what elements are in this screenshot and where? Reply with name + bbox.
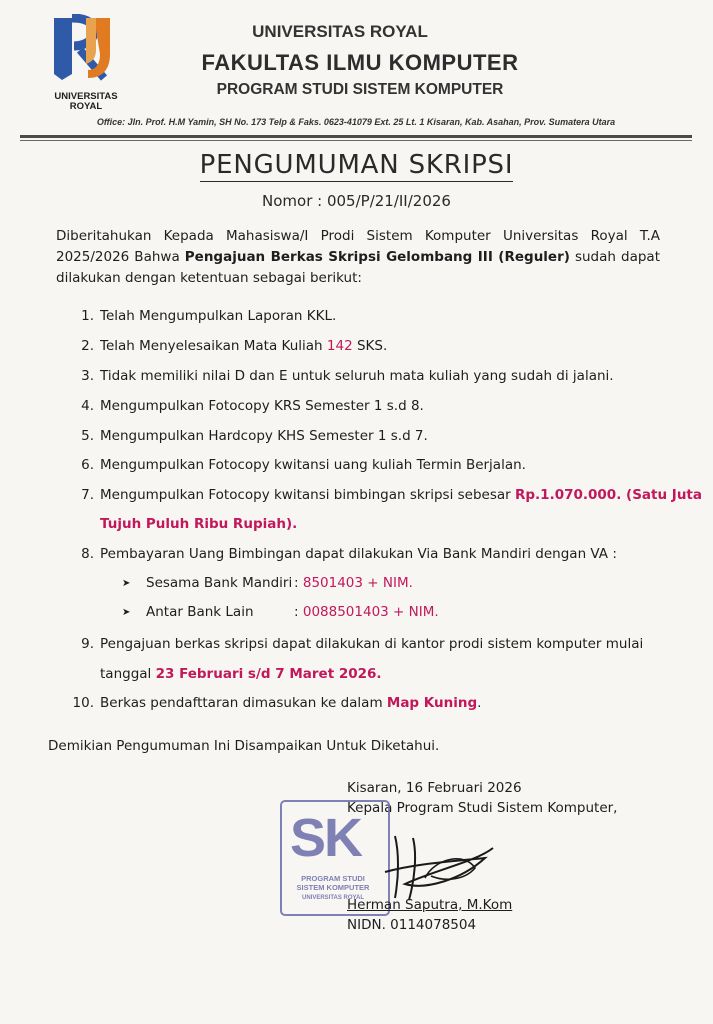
list-item: 6. Mengumpulkan Fotocopy kwitansi uang kuliah Termin Berjalan. [81, 457, 526, 473]
arrow-icon: ➤ [122, 578, 131, 589]
arrow-icon: ➤ [122, 607, 131, 618]
header-divider-thin [20, 140, 692, 141]
university-logo [48, 14, 120, 84]
list-item: 2. Telah Menyelesaikan Mata Kuliah 142 SKS. [81, 338, 388, 354]
closing-statement: Demikian Pengumuman Ini Disampaikan Untuk Diketahui. [48, 738, 440, 754]
header-divider [20, 135, 692, 138]
list-item: 1. Telah Mengumpulkan Laporan KKL. [81, 308, 337, 324]
office-address: Office: Jln. Prof. H.M Yamin, SH No. 173 Telp & Faks. 0623-41079 Ext. 25 Lt. 1 Kisaran, Kab. Asahan, Prov. Sumatera Utara [96, 117, 616, 127]
intro-paragraph: Diberitahukan Kepada Mahasiswa/I Prodi Sistem Komputer Universitas Royal T.A 2025/2026 Bahwa Pengajuan Berkas Skripsi Gelombang III (Reguler) sudah dapat dilakukan dengan ketentuan sebagai berikut: [56, 228, 660, 286]
program-name: PROGRAM STUDI SISTEM KOMPUTER [216, 81, 504, 98]
list-item-continuation: Tujuh Puluh Ribu Rupiah). [100, 516, 298, 532]
list-item: 10. Berkas pendafttaran dimasukan ke dalam Map Kuning. [72, 695, 482, 711]
va-row: ➤ Antar Bank Lain : 0088501403 + NIM. [122, 600, 439, 625]
place-date: Kisaran, 16 Februari 2026 Kepala Program Studi Sistem Komputer, [347, 780, 618, 816]
university-name: UNIVERSITAS ROYAL [252, 22, 428, 41]
signer-name: Herman Saputra, M.Kom [347, 897, 513, 913]
document-number: Nomor : 005/P/21/II/2026 [262, 192, 451, 210]
list-item: 3. Tidak memiliki nilai D dan E untuk seluruh mata kuliah yang sudah di jalani. [81, 368, 614, 384]
list-item: 8. Pembayaran Uang Bimbingan dapat dilakukan Via Bank Mandiri dengan VA : [81, 546, 617, 562]
list-item: 9. Pengajuan berkas skripsi dapat dilakukan di kantor prodi sistem komputer mulai [81, 636, 644, 652]
list-item-continuation: tanggal 23 Februari s/d 7 Maret 2026. [100, 666, 382, 682]
faculty-name: FAKULTAS ILMU KOMPUTER [201, 50, 519, 75]
logo-text: UNIVERSITAS ROYAL [54, 91, 118, 112]
document-title: PENGUMUMAN SKRIPSI [199, 150, 514, 180]
signature-image [365, 828, 505, 908]
list-item: 4. Mengumpulkan Fotocopy KRS Semester 1 s.d 8. [81, 398, 424, 414]
va-row: ➤ Sesama Bank Mandiri : 8501403 + NIM. [122, 571, 413, 596]
program-stamp: SK PROGRAM STUDI SISTEM KOMPUTER UNIVERSITAS ROYAL [280, 800, 390, 916]
signer-nidn: NIDN. 0114078504 [347, 917, 477, 933]
list-item: 5. Mengumpulkan Hardcopy KHS Semester 1 s.d 7. [81, 428, 428, 444]
list-item: 7. Mengumpulkan Fotocopy kwitansi bimbingan skripsi sebesar Rp.1.070.000. (Satu Juta [81, 487, 702, 503]
